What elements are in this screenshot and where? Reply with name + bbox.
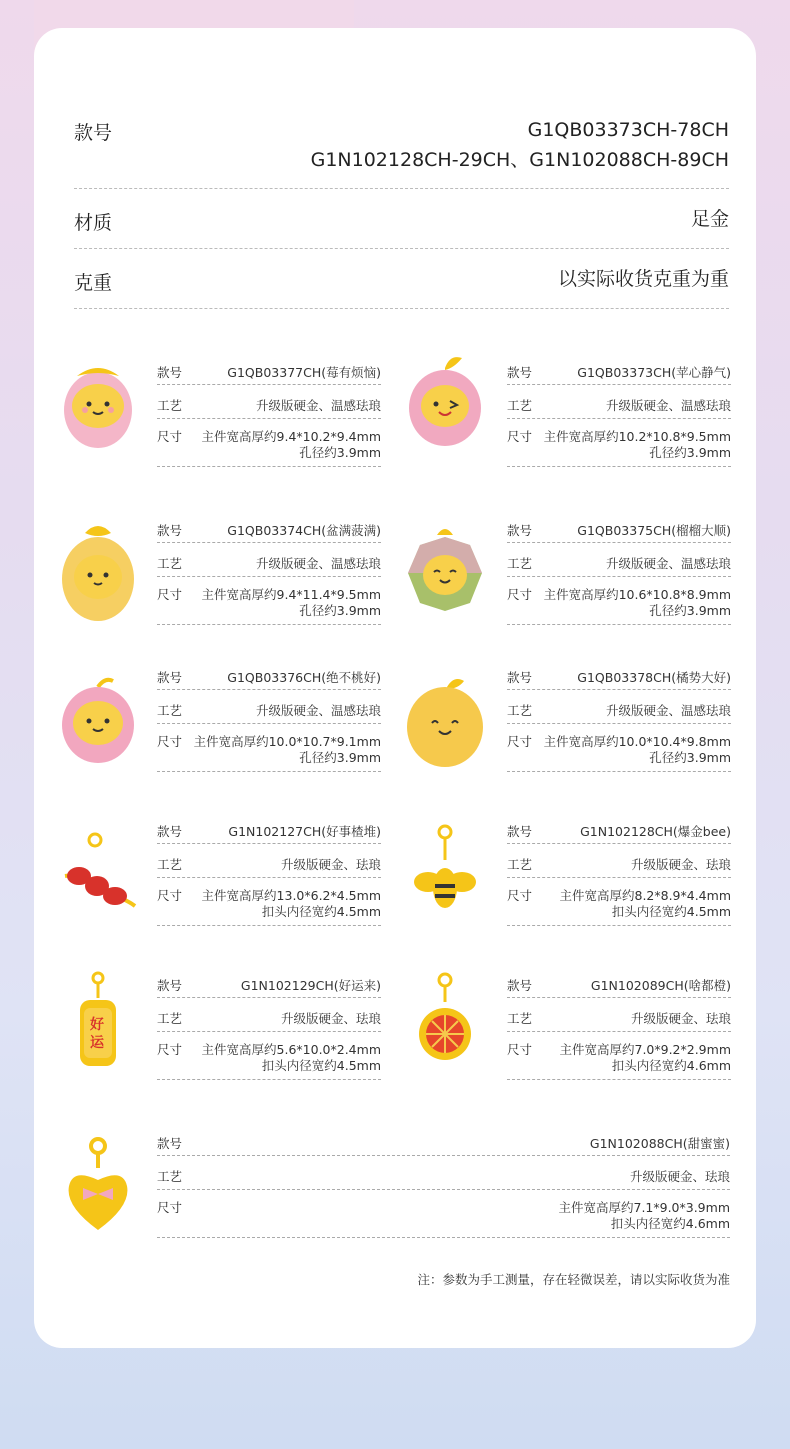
size-label: 尺寸 (507, 429, 533, 444)
model-label: 款号 (507, 978, 533, 993)
size-label: 尺寸 (507, 587, 533, 602)
model-label: 款号 (507, 365, 533, 380)
product-size-line1: 主件宽高厚约10.0*10.4*9.8mm (543, 734, 731, 749)
model-label: 款号 (157, 978, 183, 993)
product-size (202, 429, 381, 461)
product-table (157, 816, 381, 926)
size-label: 尺寸 (507, 734, 533, 749)
product-model: G1N102127CH(好事楂堆) (228, 824, 381, 839)
product-table (507, 515, 731, 625)
product-size-line1: 主件宽高厚约8.2*8.9*4.4mm (559, 888, 731, 903)
product-size-line1: 主件宽高厚约10.0*10.7*9.1mm (193, 734, 381, 749)
model-label: 款号 (157, 1136, 183, 1151)
craft-label: 工艺 (157, 857, 183, 872)
product-size-line2: 扣头内径宽约4.5mm (261, 1058, 381, 1073)
product-size-line1: 主件宽高厚约13.0*6.2*4.5mm (201, 888, 381, 903)
model-label: 款号 (507, 824, 533, 839)
product-table (507, 357, 731, 467)
product-model: G1QB03373CH(苹心静气) (577, 365, 731, 380)
size-label: 尺寸 (507, 1042, 533, 1057)
product-model: G1QB03375CH(榴榴大顺) (577, 523, 731, 538)
product-size-line2: 扣头内径宽约4.5mm (611, 904, 731, 919)
product-table (157, 1128, 730, 1238)
product-table (157, 662, 381, 772)
size-label: 尺寸 (157, 1200, 183, 1215)
product-craft: 升级版硬金、温感珐琅 (605, 556, 731, 571)
craft-label: 工艺 (157, 1011, 183, 1026)
product-craft: 升级版硬金、珐琅 (629, 1169, 730, 1184)
model-label: 款号 (157, 824, 183, 839)
product-size-line1: 主件宽高厚约9.4*10.2*9.4mm (201, 429, 381, 444)
peach-charm-image (55, 665, 141, 775)
heart-lock-charm-image (55, 1130, 141, 1240)
product-size-line1: 主件宽高厚约7.1*9.0*3.9mm (558, 1200, 730, 1215)
product-table (507, 970, 731, 1080)
size-label: 尺寸 (157, 1042, 183, 1057)
product-size-line1: 主件宽高厚约5.6*10.0*2.4mm (201, 1042, 381, 1057)
orange-charm-image (402, 665, 488, 775)
product-model: G1QB03374CH(盆满菠满) (227, 523, 381, 538)
model-label: 款号 (507, 670, 533, 685)
product-table (157, 357, 381, 467)
good-luck-charm-image (55, 968, 141, 1078)
spec-material-value: 足金 (690, 208, 729, 230)
product-size-line1: 主件宽高厚约10.2*10.8*9.5mm (543, 429, 731, 444)
product-size (544, 429, 731, 461)
measurement-note: 注：参数为手工测量，存在轻微误差，请以实际收货为准 (417, 1272, 730, 1287)
craft-label: 工艺 (157, 1169, 183, 1184)
spec-row-weight (74, 248, 729, 309)
size-label: 尺寸 (157, 734, 183, 749)
bee-charm-image (402, 820, 488, 930)
product-size-line2: 孔径约3.9mm (299, 603, 381, 618)
model-label: 款号 (507, 523, 533, 538)
product-model: G1N102088CH(甜蜜蜜) (589, 1136, 730, 1151)
craft-label: 工艺 (157, 556, 183, 571)
good-luck-charm-text: 好运 (90, 1017, 104, 1051)
product-craft: 升级版硬金、温感珐琅 (255, 703, 381, 718)
product-size-line1: 主件宽高厚约7.0*9.2*2.9mm (559, 1042, 731, 1057)
product-size-line2: 孔径约3.9mm (649, 603, 731, 618)
orange-slice-charm-image (402, 968, 488, 1078)
product-size (194, 734, 381, 766)
product-craft: 升级版硬金、珐琅 (630, 1011, 731, 1026)
spec-row-material (74, 188, 729, 249)
spec-model-value (311, 115, 729, 175)
strawberry-charm-image (55, 348, 141, 458)
product-model: G1N102089CH(啥都橙) (590, 978, 731, 993)
product-table (157, 970, 381, 1080)
product-craft: 升级版硬金、温感珐琅 (605, 703, 731, 718)
product-table (157, 515, 381, 625)
size-label: 尺寸 (157, 888, 183, 903)
product-size-line2: 孔径约3.9mm (299, 445, 381, 460)
spec-weight-value: 以实际收货克重为重 (557, 268, 729, 290)
craft-label: 工艺 (507, 556, 533, 571)
product-model: G1QB03378CH(橘势大好) (577, 670, 731, 685)
product-size-line2: 孔径约3.9mm (649, 445, 731, 460)
craft-label: 工艺 (507, 398, 533, 413)
durian-charm-image (402, 515, 488, 625)
product-model: G1QB03377CH(莓有烦恼) (227, 365, 381, 380)
product-size-line2: 扣头内径宽约4.6mm (610, 1216, 730, 1231)
spec-material-label: 材质 (74, 212, 113, 234)
product-size (559, 1200, 731, 1232)
product-craft: 升级版硬金、珐琅 (630, 857, 731, 872)
product-size (202, 888, 381, 920)
spec-weight-label: 克重 (74, 272, 113, 294)
spec-model-line2: G1N102128CH-29CH、G1N102088CH-89CH (310, 149, 729, 171)
apple-charm-image (402, 348, 488, 458)
model-label: 款号 (157, 670, 183, 685)
product-craft: 升级版硬金、温感珐琅 (605, 398, 731, 413)
product-size-line2: 扣头内径宽约4.5mm (261, 904, 381, 919)
size-label: 尺寸 (157, 587, 183, 602)
product-craft: 升级版硬金、温感珐琅 (255, 398, 381, 413)
product-model: G1N102129CH(好运来) (240, 978, 381, 993)
product-size-line1: 主件宽高厚约10.6*10.8*8.9mm (543, 587, 731, 602)
product-size (544, 587, 731, 619)
product-model: G1QB03376CH(绝不桃好) (227, 670, 381, 685)
model-label: 款号 (157, 523, 183, 538)
pineapple-charm-image (55, 515, 141, 625)
product-size (544, 734, 731, 766)
product-craft: 升级版硬金、珐琅 (280, 1011, 381, 1026)
size-label: 尺寸 (157, 429, 183, 444)
product-size-line2: 孔径约3.9mm (649, 750, 731, 765)
craft-label: 工艺 (157, 703, 183, 718)
product-size-line2: 孔径约3.9mm (299, 750, 381, 765)
craft-label: 工艺 (157, 398, 183, 413)
product-size (202, 1042, 381, 1074)
model-label: 款号 (157, 365, 183, 380)
product-model: G1N102128CH(爆金bee) (580, 824, 731, 839)
craft-label: 工艺 (507, 857, 533, 872)
product-size (560, 888, 732, 920)
spec-model-label: 款号 (74, 122, 113, 144)
product-craft: 升级版硬金、温感珐琅 (255, 556, 381, 571)
product-size-line2: 扣头内径宽约4.6mm (611, 1058, 731, 1073)
spec-row-model (74, 110, 729, 189)
product-table (507, 662, 731, 772)
size-label: 尺寸 (507, 888, 533, 903)
hawthorn-charm-image (55, 820, 141, 930)
product-size (560, 1042, 732, 1074)
product-table (507, 816, 731, 926)
product-size-line1: 主件宽高厚约9.4*11.4*9.5mm (201, 587, 381, 602)
spec-model-line1: G1QB03373CH-78CH (527, 119, 729, 141)
craft-label: 工艺 (507, 703, 533, 718)
craft-label: 工艺 (507, 1011, 533, 1026)
product-size (202, 587, 381, 619)
product-craft: 升级版硬金、珐琅 (280, 857, 381, 872)
